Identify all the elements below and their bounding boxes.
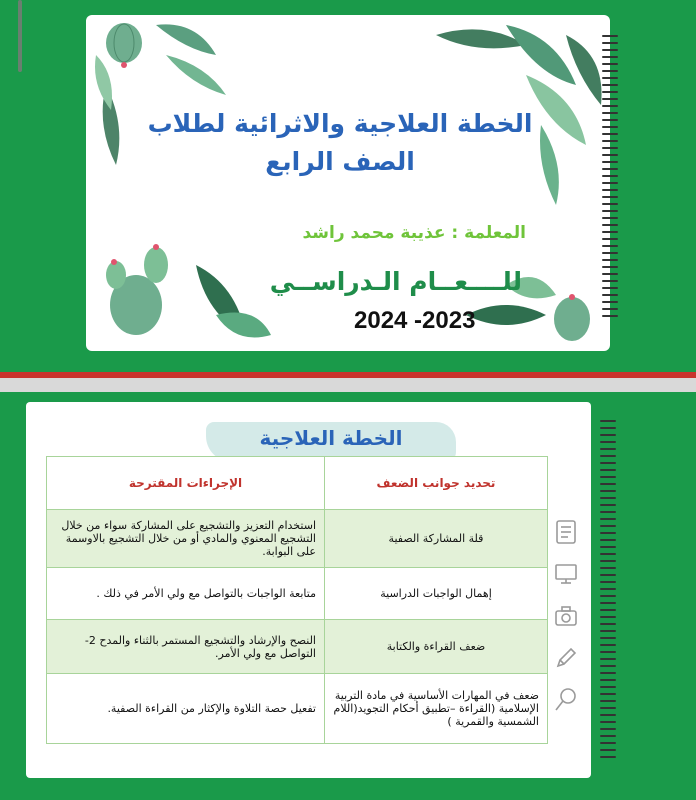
spiral-binding xyxy=(602,35,618,317)
cover-slide xyxy=(0,0,696,378)
document-icon xyxy=(554,518,578,546)
weakness-cell: ضعف القراءة والكتابة xyxy=(325,620,548,674)
weakness-cell: ضعف في المهارات الأساسية في مادة التربية الإسلامية (القراءة –تطبيق أحكام التجويد(اللام الشمسية والقمرية ) xyxy=(325,674,548,744)
table-row xyxy=(47,510,548,568)
table-header-row xyxy=(47,457,548,510)
plan-table xyxy=(46,456,548,744)
spiral-binding xyxy=(600,420,616,758)
header-weakness: تحديد جوانب الضعف xyxy=(325,457,548,510)
plants-decoration xyxy=(86,15,610,351)
cactus-top-left xyxy=(106,23,142,68)
action-cell: استخدام التعزيز والتشجيع على المشاركة سواء من خلال التشجيع المعنوي والمادي أو من خلال التشجيع بالاوسمة على البوابة. xyxy=(47,510,325,568)
monitor-icon xyxy=(554,560,578,588)
action-cell: متابعة الواجبات بالتواصل مع ولي الأمر في ذلك . xyxy=(47,568,325,620)
weakness-cell: إهمال الواجبات الدراسية xyxy=(325,568,548,620)
table-row xyxy=(47,620,548,674)
academic-year-label: للــــعــام الـدراســي xyxy=(269,267,522,296)
academic-year-value: 2024 -2023 xyxy=(354,307,476,334)
plan-slide xyxy=(0,392,696,800)
cover-title: الخطة العلاجية والاثرائية لطلاب الصف الرابع xyxy=(147,109,533,176)
slide-grip xyxy=(18,0,22,72)
header-actions: الإجراءات المقترحة xyxy=(47,457,325,510)
magnifier-icon xyxy=(554,686,578,714)
plan-title: الخطة العلاجية xyxy=(259,426,403,450)
plan-card xyxy=(26,402,591,778)
action-cell: تفعيل حصة التلاوة والإكثار من القراءة الصفية. xyxy=(47,674,325,744)
table-row xyxy=(47,568,548,620)
teacher-name: المعلمة : عذيبة محمد راشد xyxy=(302,223,526,243)
side-icons xyxy=(554,518,578,714)
slide-gap xyxy=(0,378,696,392)
camera-icon xyxy=(554,602,578,630)
cover-card xyxy=(86,15,610,351)
table-row xyxy=(47,674,548,744)
cactus-bottom-left xyxy=(106,244,271,338)
weakness-cell: قلة المشاركة الصفية xyxy=(325,510,548,568)
action-cell: النصح والإرشاد والتشجيع المستمر بالثناء والمدح 2- التواصل مع ولي الأمر. xyxy=(47,620,325,674)
pencil-icon xyxy=(554,644,578,672)
